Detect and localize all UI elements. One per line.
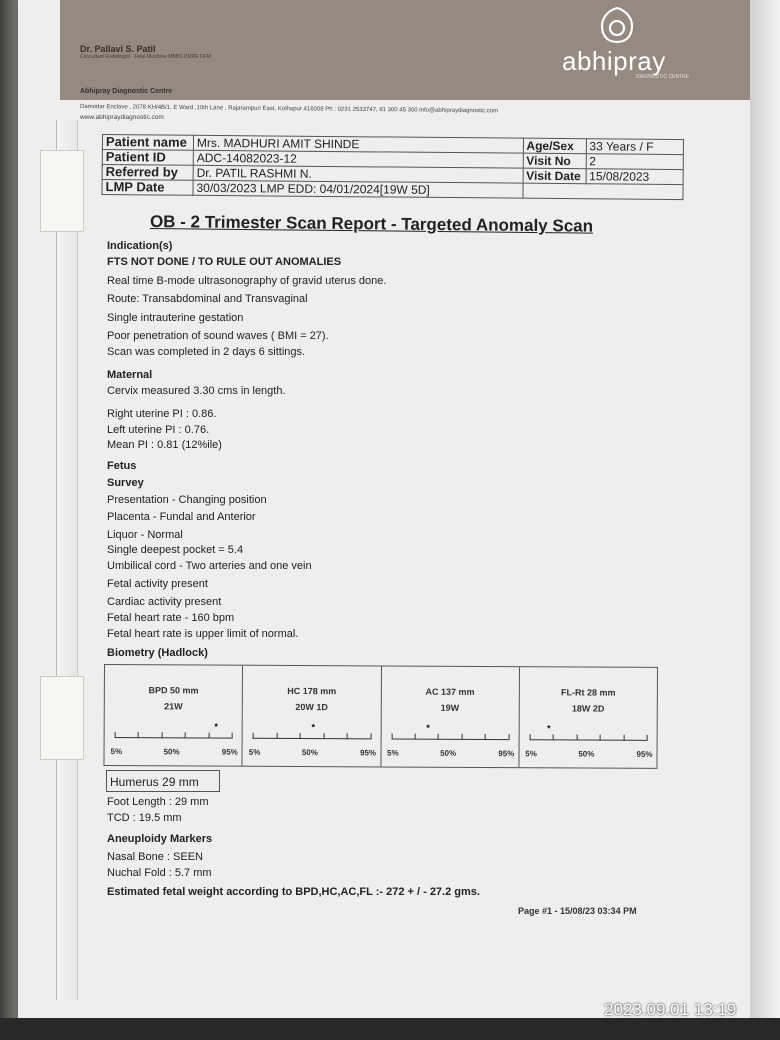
p5-label: 5% — [110, 747, 123, 757]
age-sex-label: Age/Sex — [523, 138, 586, 154]
biometry-cell — [243, 666, 382, 767]
empty-cell — [523, 183, 684, 199]
background-bottom — [0, 1018, 780, 1040]
fetus-heading: Fetus — [107, 460, 137, 472]
scale-tick — [115, 732, 116, 738]
finding-line: Fetal heart rate is upper limit of normal. — [107, 628, 299, 640]
biometry-ga: 19W — [440, 702, 460, 713]
finding-line: Placenta - Fundal and Anterior — [107, 511, 256, 523]
biometry-measure: AC 137 mm — [425, 686, 475, 697]
biometry-table — [103, 664, 658, 769]
centre-address: Damodar Enclave , 2078 KH/4B/1, E Ward ,10th Lane , Rajarampuri East, Kolhapur 416008 Ph : 0231 2533747, 91 300 45 300 info@abhipraydiagnostic.com — [79, 104, 499, 115]
p50-label: 50% — [301, 748, 318, 758]
scale-tick — [253, 733, 254, 739]
scale-tick — [300, 733, 301, 739]
p5-label: 5% — [525, 749, 537, 759]
estimated-fetal-weight: Estimated fetal weight according to BPD,HC,AC,FL :- 272 + / - 27.2 gms. — [107, 886, 480, 898]
finding-line: Liquor - Normal — [107, 529, 183, 541]
scale-tick — [600, 735, 601, 741]
p95-label: 95% — [498, 749, 515, 759]
scale-tick — [647, 735, 648, 741]
scale-tick — [508, 734, 509, 740]
finding-line: Cervix measured 3.30 cms in length. — [107, 385, 286, 397]
percentile-scale — [253, 738, 370, 740]
finding-line: Nuchal Fold : 5.7 mm — [107, 867, 212, 879]
centre-name: Abhipray Diagnostic Centre — [80, 88, 173, 95]
scale-tick — [438, 734, 439, 740]
indication-heading: Indication(s) — [107, 240, 173, 252]
percentile-scale — [391, 739, 508, 741]
p50-label: 50% — [578, 749, 595, 759]
finding-line: Route: Transabdominal and Transvaginal — [107, 293, 308, 305]
referred-by-label: Referred by — [102, 165, 193, 181]
referred-by: Dr. PATIL RASHMI N. — [193, 165, 523, 183]
finding-line: Real time B-mode ultrasonography of gravid uterus done. — [107, 275, 387, 287]
scale-tick — [323, 733, 324, 739]
finding-line: Nasal Bone : SEEN — [107, 851, 203, 863]
lmp-date-label: LMP Date — [102, 180, 193, 196]
biometry-ga: 21W — [164, 701, 183, 712]
finding-line: Single deepest pocket = 5.4 — [107, 544, 244, 556]
biometry-heading: Biometry (Hadlock) — [107, 647, 208, 659]
finding-line: Mean PI : 0.81 (12%ile) — [107, 439, 222, 451]
brand-tagline: DIAGNOSTIC CENTRE — [636, 74, 690, 80]
scale-tick — [553, 734, 554, 740]
lmp-date: 30/03/2023 LMP EDD: 04/01/2024[19W 5D] — [193, 180, 523, 198]
brand-logo-icon — [600, 6, 634, 44]
centre-website: www.abhipraydiagnostic.com — [80, 114, 164, 121]
percentile-labels — [525, 749, 653, 759]
patient-id-label: Patient ID — [102, 150, 193, 166]
humerus-box: Humerus 29 mm — [106, 770, 220, 792]
plastic-binder-strip — [56, 120, 78, 1000]
biometry-ga: 18W 2D — [571, 703, 605, 714]
percentile-marker: * — [311, 722, 316, 733]
doctor-subtitle: Consultant Radiologist - Fetal Medicine MBBS DMRE DFM — [80, 54, 211, 60]
age-sex: 33 Years / F — [586, 139, 684, 155]
patient-info-table — [101, 134, 684, 200]
percentile-marker: * — [546, 723, 551, 734]
doctor-name: Dr. Pallavi S. Patil — [80, 44, 156, 54]
survey-heading: Survey — [107, 477, 144, 489]
finding-line: Umbilical cord - Two arteries and one vein — [107, 560, 312, 572]
scale-tick — [576, 734, 577, 740]
percentile-scale — [529, 739, 646, 741]
indication-text: FTS NOT DONE / TO RULE OUT ANOMALIES — [107, 256, 342, 268]
binder-clip-bottom — [40, 676, 84, 760]
scale-tick — [529, 734, 530, 740]
scale-tick — [391, 734, 392, 740]
percentile-labels — [387, 748, 515, 759]
report-title: OB - 2 Trimester Scan Report - Targeted Anomaly Scan — [149, 212, 594, 236]
scale-tick — [162, 732, 163, 738]
p95-label: 95% — [359, 748, 377, 758]
p50-label: 50% — [440, 748, 457, 758]
biometry-cell — [104, 665, 243, 766]
scale-tick — [232, 733, 233, 739]
percentile-labels — [248, 747, 377, 758]
biometry-cell — [519, 667, 657, 768]
biometry-cell — [381, 666, 520, 767]
page-edge — [750, 0, 780, 1040]
finding-line: Right uterine PI : 0.86. — [107, 408, 217, 420]
percentile-labels — [110, 747, 238, 757]
visit-no-label: Visit No — [523, 153, 586, 169]
scale-tick — [185, 732, 186, 738]
finding-line: Left uterine PI : 0.76. — [107, 424, 210, 436]
biometry-ga: 20W 1D — [295, 702, 328, 713]
biometry-measure: FL-Rt 28 mm — [560, 687, 616, 698]
aneuploidy-heading: Aneuploidy Markers — [107, 833, 213, 845]
visit-date: 15/08/2023 — [586, 169, 684, 185]
page-footer: Page #1 - 15/08/23 03:34 PM — [518, 906, 637, 916]
scale-tick — [347, 733, 348, 739]
percentile-scale — [115, 737, 232, 739]
patient-name: Mrs. MADHURI AMIT SHINDE — [193, 135, 523, 153]
finding-line: Presentation - Changing position — [107, 494, 267, 506]
p5-label: 5% — [248, 747, 261, 757]
p5-label: 5% — [387, 748, 399, 758]
patient-name-label: Patient name — [102, 135, 193, 151]
maternal-heading: Maternal — [107, 369, 153, 381]
finding-line: Poor penetration of sound waves ( BMI = 27). — [107, 330, 329, 342]
finding-line: TCD : 19.5 mm — [107, 812, 182, 824]
finding-line: Fetal activity present — [107, 578, 208, 590]
percentile-marker: * — [214, 721, 218, 732]
p95-label: 95% — [221, 747, 238, 757]
p50-label: 50% — [163, 747, 180, 757]
brand-logo-text: abhipray — [562, 46, 666, 76]
binder-clip-top — [40, 150, 84, 232]
scale-tick — [370, 733, 371, 739]
finding-line: Cardiac activity present — [107, 596, 222, 608]
visit-date-label: Visit Date — [523, 168, 586, 184]
biometry-measure: HC 178 mm — [287, 685, 337, 697]
scale-tick — [415, 734, 416, 740]
patient-id: ADC-14082023-12 — [193, 150, 523, 168]
scale-tick — [276, 733, 277, 739]
photo-timestamp: 2023.09.01 13:19 — [604, 1000, 737, 1019]
biometry-measure: BPD 50 mm — [148, 685, 199, 696]
finding-line: Fetal heart rate - 160 bpm — [107, 612, 235, 624]
scale-tick — [623, 735, 624, 741]
finding-line: Scan was completed in 2 days 6 sittings. — [107, 346, 306, 358]
scale-tick — [461, 734, 462, 740]
scale-tick — [208, 733, 209, 739]
finding-line: Foot Length : 29 mm — [107, 796, 209, 808]
scale-tick — [138, 732, 139, 738]
visit-no: 2 — [586, 154, 684, 170]
percentile-marker: * — [426, 722, 430, 733]
finding-line: Single intrauterine gestation — [107, 312, 244, 324]
scale-tick — [485, 734, 486, 740]
p95-label: 95% — [636, 749, 653, 759]
